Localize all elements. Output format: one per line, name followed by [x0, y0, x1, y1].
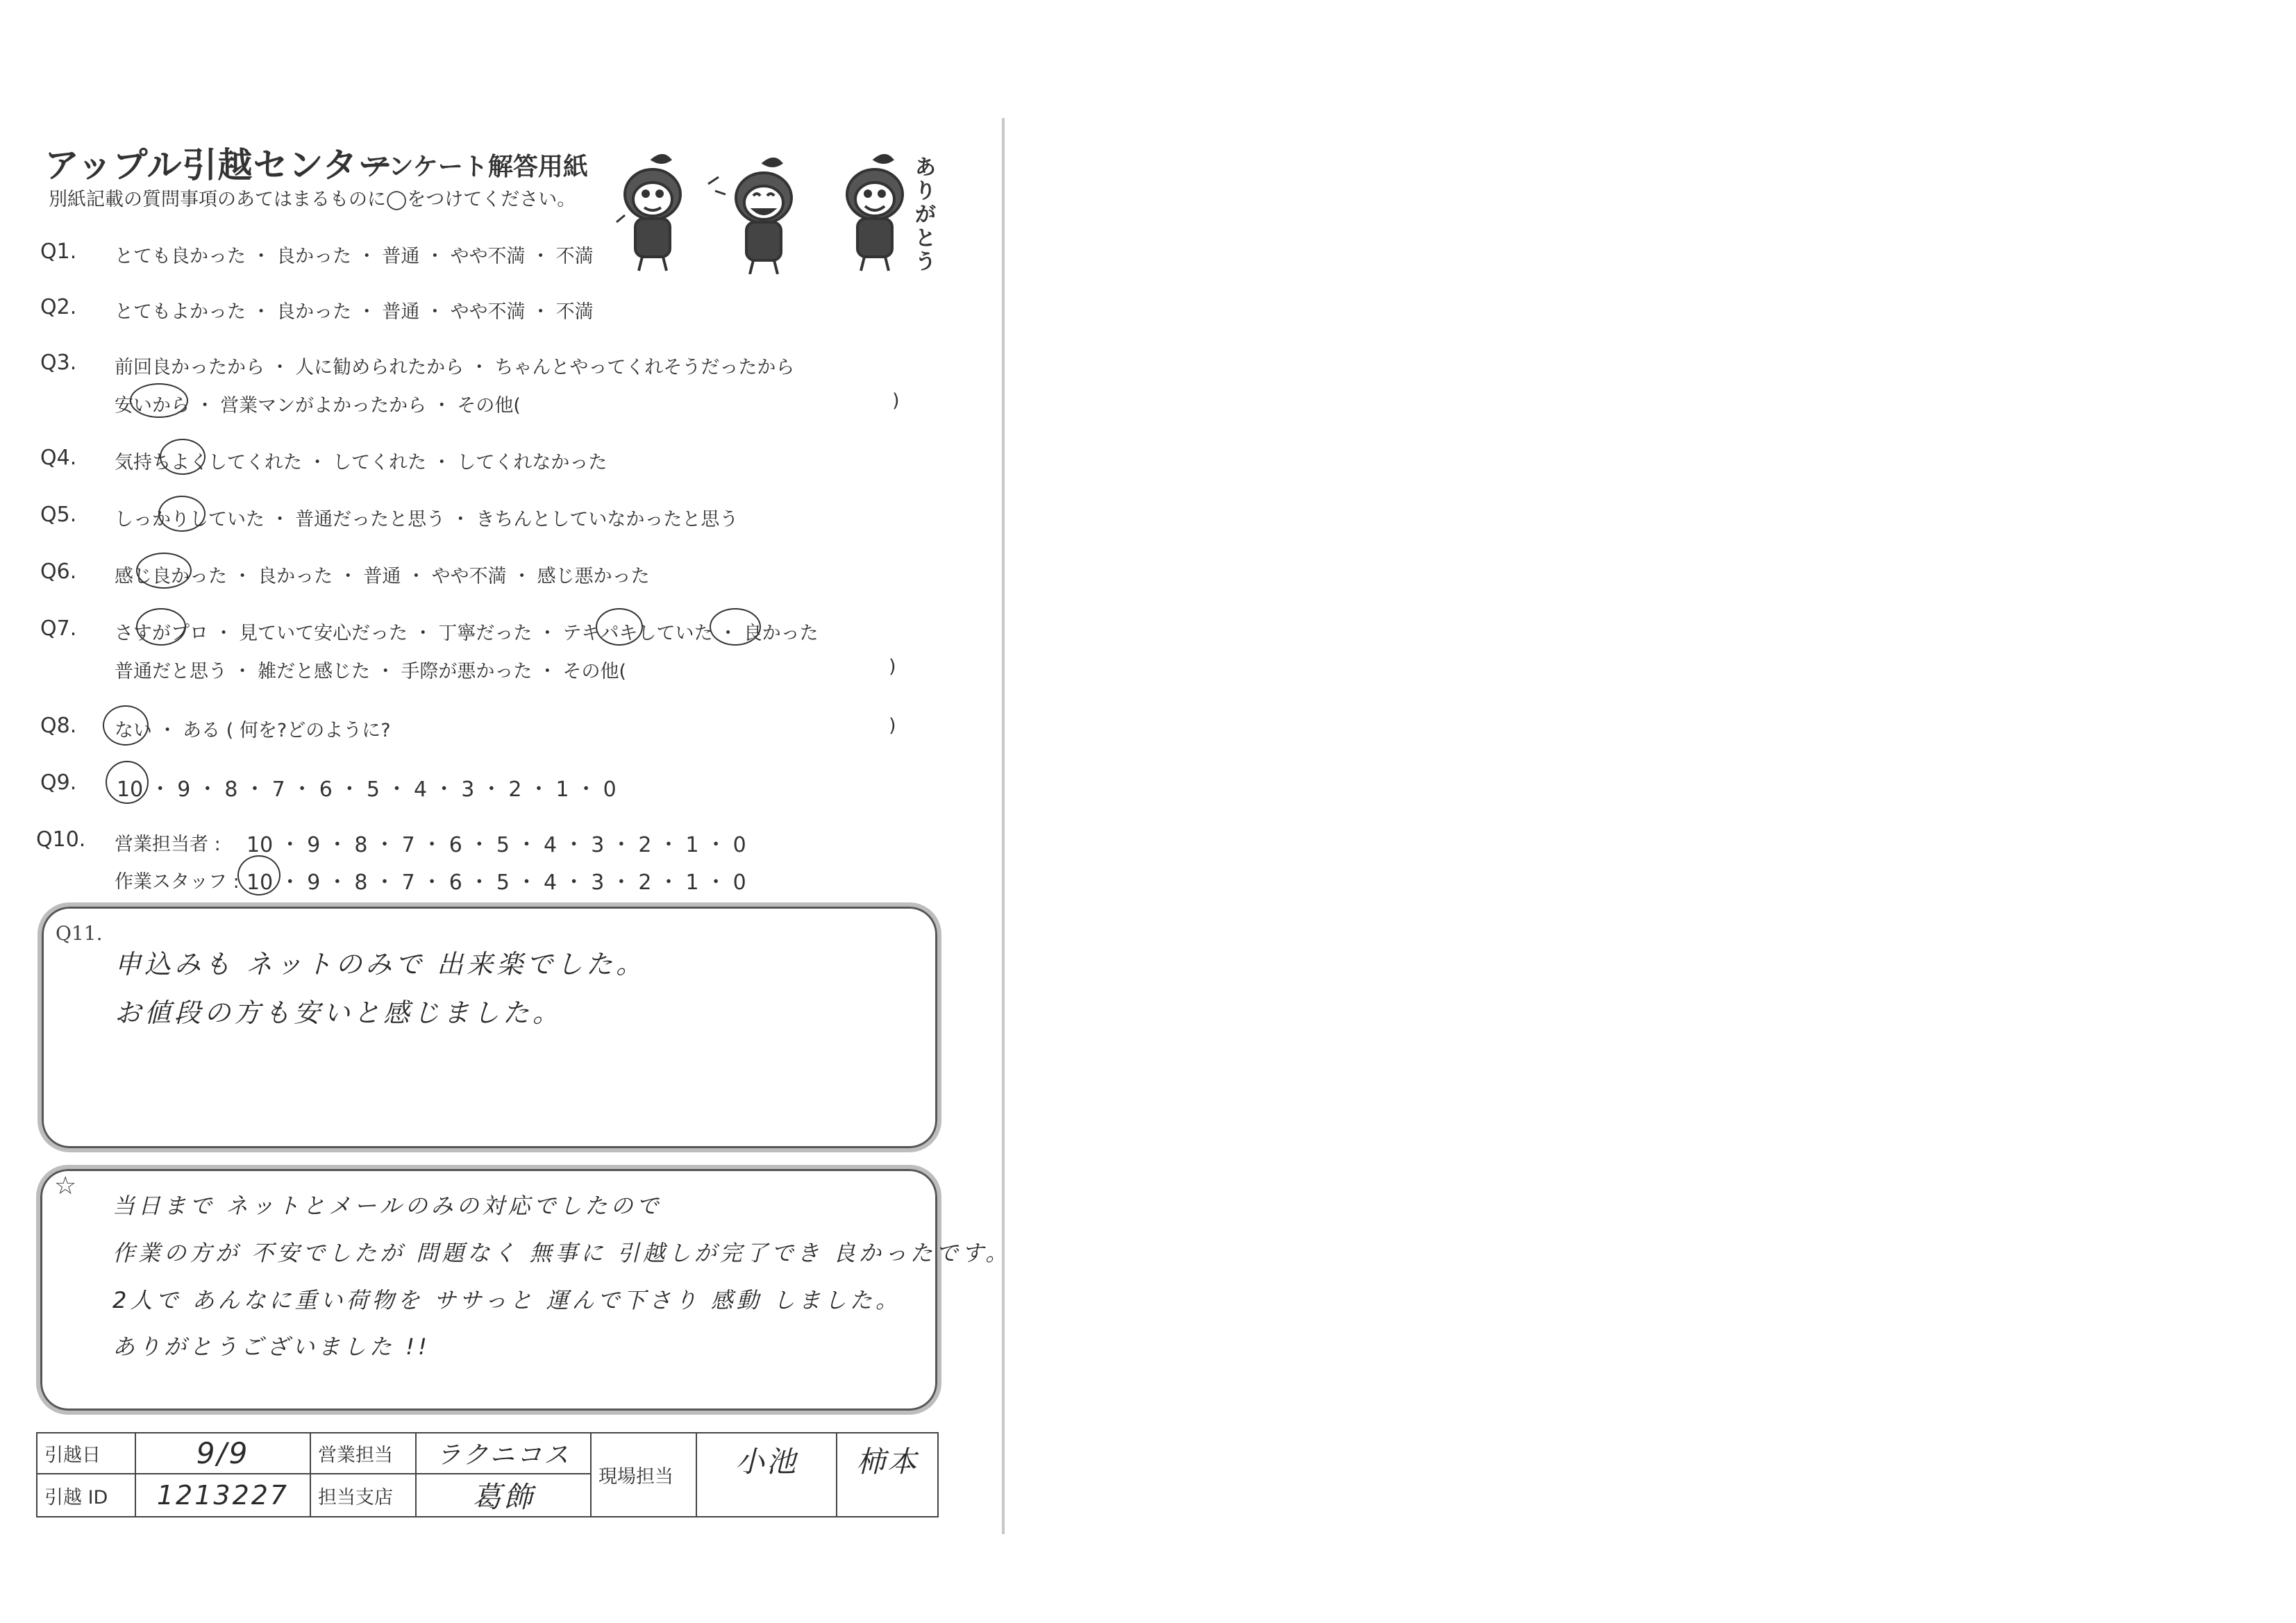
q7-options-line2: 普通だと思う ・ 雑だと感じた ・ 手際が悪かった ・ その他(: [115, 661, 627, 682]
q3-options-line2: 安いから ・ 営業マンがよかったから ・ その他(: [115, 395, 521, 417]
q7-answer-circle-pro: [136, 608, 186, 646]
q5-answer-circle: [158, 496, 206, 532]
move-info-table: [36, 1432, 939, 1517]
form-instruction: 別紙記載の質問事項のあてはまるものに◯をつけてください。: [49, 189, 576, 210]
move-date-value: 9/9: [135, 1433, 310, 1474]
q1-number: Q1.: [40, 239, 77, 264]
move-date-label: 引越日: [37, 1433, 135, 1474]
q7-answer-circle-tekipaki: [596, 608, 643, 646]
q2-options: とてもよかった ・ 良かった ・ 普通 ・ やや不満 ・ 不満: [115, 301, 594, 323]
q3-close-paren: ): [892, 390, 900, 412]
q10-number: Q10.: [36, 827, 86, 852]
branch-label: 担当支店: [310, 1474, 416, 1517]
sales-rep-value: ラクニコス: [416, 1433, 591, 1474]
q11-handwritten-line1: 申込みも ネットのみで 出来楽でした。: [115, 949, 646, 979]
comment-handwritten-line3: 2人で あんなに重い荷物を ササっと 運んで下さり 感動 しました。: [112, 1287, 901, 1313]
monkey-mascots-illustration: [611, 149, 944, 274]
q7-close-paren: ): [889, 656, 896, 678]
star-icon: ☆: [54, 1172, 77, 1200]
brand-logo-text: アップル引越センター: [44, 145, 394, 185]
site-staff-label: 現場担当: [591, 1433, 696, 1517]
q2-number: Q2.: [40, 295, 77, 319]
branch-value: 葛飾: [416, 1474, 591, 1517]
q4-options: 気持ちよくしてくれた ・ してくれた ・ してくれなかった: [115, 452, 607, 473]
q8-number: Q8.: [40, 714, 77, 738]
q11-label: Q11.: [56, 922, 103, 945]
q4-answer-circle: [160, 439, 206, 475]
q7-answer-circle-yokatta: [710, 608, 761, 646]
monkey-mascot-1: [625, 155, 680, 271]
q9-number: Q9.: [40, 771, 77, 795]
scan-fold-line: [1002, 118, 1005, 1534]
q6-number: Q6.: [40, 560, 77, 584]
q10-staff-answer-circle: [237, 855, 280, 895]
comment-handwritten-line2: 作業の方が 不安でしたが 問題なく 無事に 引越しが完了でき 良かったです。: [112, 1240, 1012, 1266]
q9-answer-circle: [106, 761, 149, 804]
move-id-label: 引越 ID: [37, 1474, 135, 1517]
q6-options: 感じ良かった ・ 良かった ・ 普通 ・ やや不満 ・ 感じ悪かった: [115, 566, 650, 587]
monkey-mascot-3: [847, 155, 903, 271]
q11-handwritten-line2: お値段の方も安いと感じました。: [115, 998, 563, 1028]
q3-answer-circle: [130, 383, 188, 418]
q6-answer-circle: [136, 553, 192, 589]
q10-staff-scale: 10 ・ 9 ・ 8 ・ 7 ・ 6 ・ 5 ・ 4 ・ 3 ・ 2 ・ 1 ・ 0: [246, 871, 746, 895]
site-staff-1-value: 小池: [696, 1433, 837, 1517]
q5-options: しっかりしていた ・ 普通だったと思う ・ きちんとしていなかったと思う: [115, 509, 739, 530]
q7-number: Q7.: [40, 616, 77, 641]
q5-number: Q5.: [40, 503, 77, 527]
form-subtitle: アンケート解答用紙: [364, 153, 588, 181]
q1-options: とても良かった ・ 良かった ・ 普通 ・ やや不満 ・ 不満: [115, 246, 594, 267]
q8-close-paren: ): [889, 715, 896, 737]
q10-staff-label: 作業スタッフ :: [115, 871, 240, 893]
monkey-mascot-2: [736, 159, 791, 274]
arigatou-vertical-text: ありがとう: [915, 155, 936, 274]
q10-sales-label: 営業担当者 :: [115, 834, 221, 855]
q10-sales-scale: 10 ・ 9 ・ 8 ・ 7 ・ 6 ・ 5 ・ 4 ・ 3 ・ 2 ・ 1 ・ 0: [246, 833, 746, 857]
q8-options: ない ・ ある ( 何を?どのように?: [115, 720, 391, 741]
sales-rep-label: 営業担当: [310, 1433, 416, 1474]
comment-handwritten-line4: ありがとうございました !!: [112, 1334, 430, 1360]
site-staff-2-value: 柿本: [837, 1433, 938, 1517]
q3-options-line1: 前回良かったから ・ 人に勧められたから ・ ちゃんとやってくれそうだったから: [115, 357, 795, 378]
q4-number: Q4.: [40, 446, 77, 470]
move-id-value: 1213227: [135, 1474, 310, 1517]
q3-number: Q3.: [40, 351, 77, 375]
comment-handwritten-line1: 当日まで ネットとメールのみの対応でしたので: [112, 1193, 662, 1219]
q8-answer-circle: [103, 705, 149, 746]
q7-options-line1: さすがプロ ・ 見ていて安心だった ・ 丁寧だった ・ テキパキしていた ・ 良かった: [115, 623, 819, 644]
q9-scale: 10 ・ 9 ・ 8 ・ 7 ・ 6 ・ 5 ・ 4 ・ 3 ・ 2 ・ 1 ・ 0: [117, 777, 617, 802]
